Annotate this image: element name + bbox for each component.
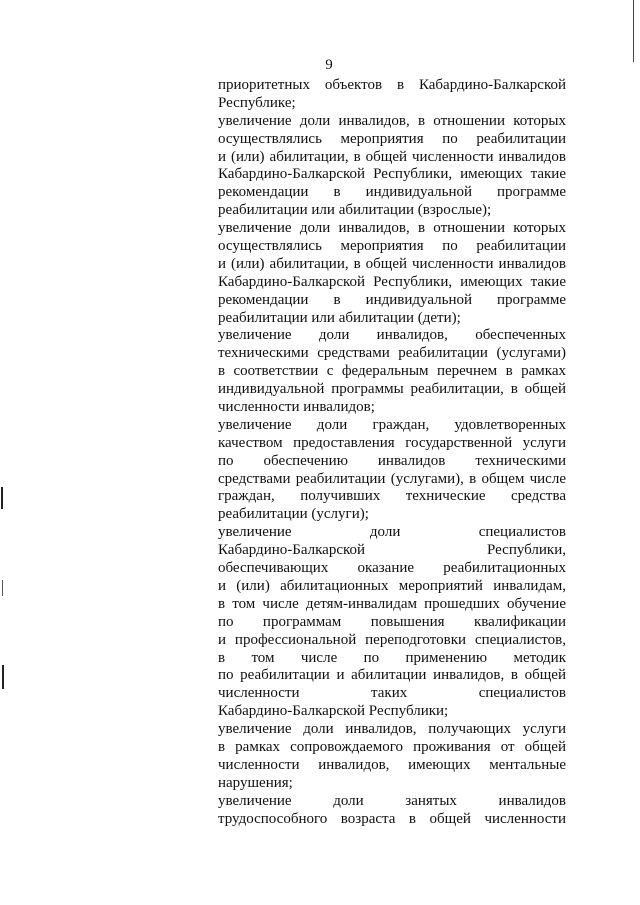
text-line: граждан, получивших технические средства xyxy=(218,488,566,505)
scan-edge-mark-left-1 xyxy=(1,487,3,509)
text-line: увеличение доли инвалидов, получающих услуги xyxy=(218,721,566,738)
scan-edge-mark-right xyxy=(633,0,634,62)
text-line: качеством предоставления государственной услуги xyxy=(218,434,566,451)
text-line: и профессиональной переподготовки специалистов, xyxy=(218,631,566,648)
text-line: в соответствии с федеральным перечнем в рамках xyxy=(218,363,566,380)
text-line: по обеспечению инвалидов техническими xyxy=(218,452,566,469)
page-number: 9 xyxy=(325,57,333,73)
text-line: увеличение доли инвалидов, обеспеченных xyxy=(218,327,566,344)
text-line: реабилитации (услуги); xyxy=(218,506,369,523)
text-line: обеспечивающих оказание реабилитационных xyxy=(218,560,566,577)
scan-edge-mark-left-2 xyxy=(2,580,3,596)
text-line: Кабардино-Балкарской Республики, имеющих такие xyxy=(218,273,566,290)
text-line: в рамках сопровождаемого проживания от общей xyxy=(218,738,566,755)
text-line: увеличение доли инвалидов, в отношении которых xyxy=(218,112,566,129)
text-line: Кабардино-Балкарской Республики; xyxy=(218,703,449,720)
text-line: индивидуальной программы реабилитации, в общей xyxy=(218,381,566,398)
text-line: рекомендации в индивидуальной программе xyxy=(218,184,566,201)
text-line: и (или) абилитации, в общей численности инвалидов xyxy=(218,148,566,165)
text-line: нарушения; xyxy=(218,774,293,791)
text-line: и (или) абилитационных мероприятий инвалидам, xyxy=(218,577,566,594)
document-body xyxy=(218,77,566,828)
text-line: численности инвалидов; xyxy=(218,399,375,416)
text-line: в том числе по применению методик xyxy=(218,649,566,666)
text-line: рекомендации в индивидуальной программе xyxy=(218,291,566,308)
text-line: Республике; xyxy=(218,94,296,111)
text-line: увеличение доли инвалидов, в отношении которых xyxy=(218,220,566,237)
text-line: численности инвалидов, имеющих ментальные xyxy=(218,756,566,773)
text-line: приоритетных объектов в Кабардино-Балкарской xyxy=(218,77,566,93)
text-line: увеличение доли граждан, удовлетворенных xyxy=(218,416,566,433)
text-line: численности таких специалистов xyxy=(218,685,566,702)
text-line: осуществлялись мероприятия по реабилитации xyxy=(218,130,566,147)
text-line: трудоспособного возраста в общей численности xyxy=(218,810,566,827)
text-line: реабилитации или абилитации (взрослые); xyxy=(218,202,492,219)
text-line: по реабилитации и абилитации инвалидов, в общей xyxy=(218,667,566,684)
text-line: увеличение доли специалистов xyxy=(218,524,566,541)
text-line: осуществлялись мероприятия по реабилитации xyxy=(218,238,566,255)
text-line: и (или) абилитации, в общей численности инвалидов xyxy=(218,255,566,272)
text-line: реабилитации или абилитации (дети); xyxy=(218,309,461,326)
text-line: средствами реабилитации (услугами), в общем числе xyxy=(218,470,566,487)
text-line: Кабардино-Балкарской Республики, имеющих такие xyxy=(218,166,566,183)
text-line: по программам повышения квалификации xyxy=(218,613,566,630)
text-line: техническими средствами реабилитации (услугами) xyxy=(218,345,566,362)
scan-edge-mark-left-3 xyxy=(2,665,4,689)
text-line: Кабардино-Балкарской Республики, xyxy=(218,542,566,559)
text-line: в том числе детям-инвалидам прошедших обучение xyxy=(218,595,566,612)
text-line: увеличение доли занятых инвалидов xyxy=(218,792,566,809)
